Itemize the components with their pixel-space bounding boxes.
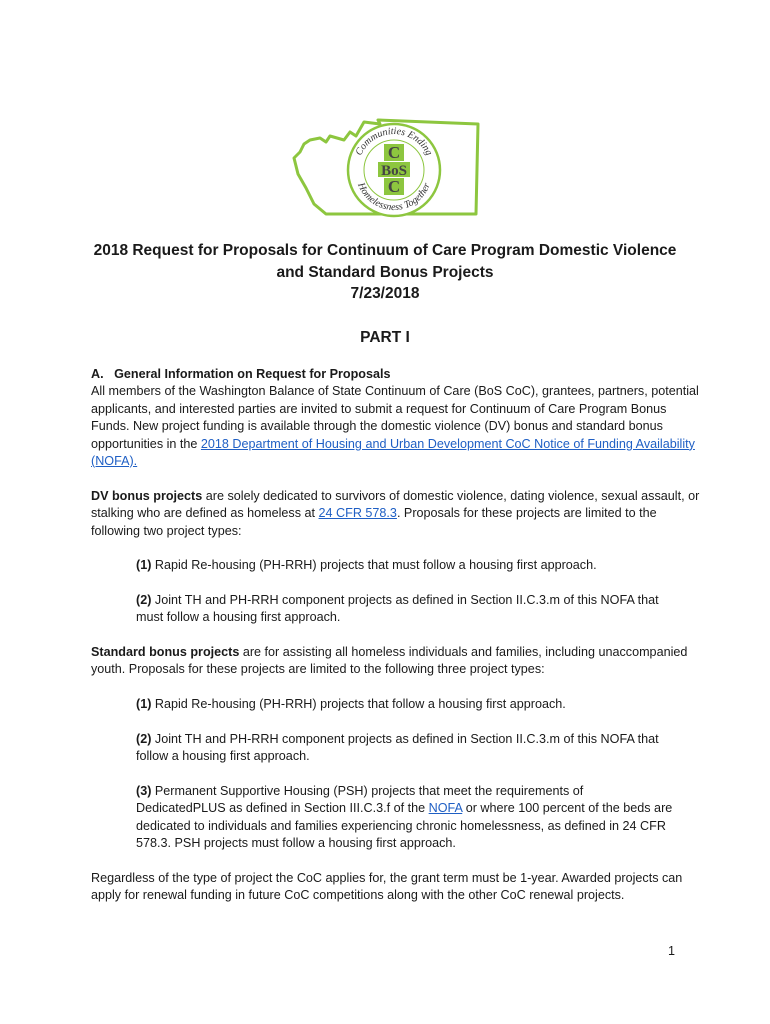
standard-item-1 [136,696,676,713]
standard-paragraph [91,644,701,679]
section-a-heading [91,366,701,383]
dv-item-1 [136,557,676,574]
dv-bold-label: DV bonus projects [91,489,203,503]
dv-text-1: are solely dedicated to survivors of domestic violence, dating violence, sexual assault, or stalking who are defined as homeless at [91,489,700,521]
standard-item-3-text-2: or where 100 percent of the beds are dedicated to individuals and families experiencing chronic homelessness, as defined in 24 CFR 578.3. PSH projects must follow a housing first approach. [136,801,673,851]
dv-item-1-num: (1) [136,558,152,572]
section-a-heading-text: General Information on Request for Proposals [114,367,391,381]
dv-item-2-num: (2) [136,593,152,607]
logo-letter-c-top: C [387,143,401,162]
standard-text: are for assisting all homeless individuals and families, including unaccompanied youth. Proposals for these projects are limited to the following three project types: [91,645,688,677]
logo-letters-bos: BoS [381,163,407,179]
standard-bold-label: Standard bonus projects [91,645,240,659]
dv-paragraph [91,488,701,540]
standard-item-1-num: (1) [136,697,152,711]
coc-logo [286,118,482,220]
document-title [60,240,710,305]
closing-paragraph: Regardless of the type of project the CoC applies for, the grant term must be 1-year. Awarded projects can apply for renewal funding in future CoC competitions along with the other CoC renewal projects. [91,871,683,903]
section-a-text: All members of the Washington Balance of State Continuum of Care (BoS CoC), grantees, partners, potential applicants, and interested parties are invited to submit a request for Continuum of Care Program Bonus Funds. New project funding is available through the domestic violence (DV) bonus and standard bonus opportunities in the [91,384,699,451]
dv-text-2: . Proposals for these projects are limited to the following two project types: [91,506,657,538]
page-number: 1 [668,944,676,958]
dv-item-2 [136,592,676,627]
logo-letter-c-bottom: C [387,177,401,196]
cfr-link[interactable]: 24 CFR 578.3 [318,506,397,521]
part-heading: PART I [360,329,410,346]
section-a-paragraph [91,383,701,470]
section-a-label: A. [91,367,104,381]
nofa-link[interactable]: 2018 Department of Housing and Urban Development CoC Notice of Funding Availability (NOFA). [91,436,695,469]
washington-state-outline-icon [286,118,482,220]
nofa-short-link[interactable]: NOFA [428,801,463,816]
title-date: 7/23/2018 [350,285,420,302]
dv-item-2-text: Joint TH and PH-RRH component projects as defined in Section II.C.3.m of this NOFA that must follow a housing first approach. [136,593,659,625]
standard-item-3 [136,783,676,853]
section-a [91,366,701,470]
logo-arc-bottom: Homelessness Together [355,181,433,214]
title-line-2: and Standard Bonus Projects [276,263,494,281]
standard-item-3-num: (3) [136,784,152,798]
dv-item-1-text: Rapid Re-housing (PH-RRH) projects that must follow a housing first approach. [151,558,597,572]
standard-item-2-num: (2) [136,732,152,746]
standard-item-3-text-1: Permanent Supportive Housing (PSH) projects that meet the requirements of DedicatedPLUS as defined in Section III.C.3.f of the [136,784,584,816]
standard-item-2 [136,731,676,766]
logo-arc-top: Communities Ending [353,125,435,158]
standard-item-2-text: Joint TH and PH-RRH component projects as defined in Section II.C.3.m of this NOFA that follow a housing first approach. [136,732,659,764]
standard-item-1-text: Rapid Re-housing (PH-RRH) projects that follow a housing first approach. [151,697,566,711]
title-line-1: 2018 Request for Proposals for Continuum of Care Program Domestic Violence [93,242,677,259]
